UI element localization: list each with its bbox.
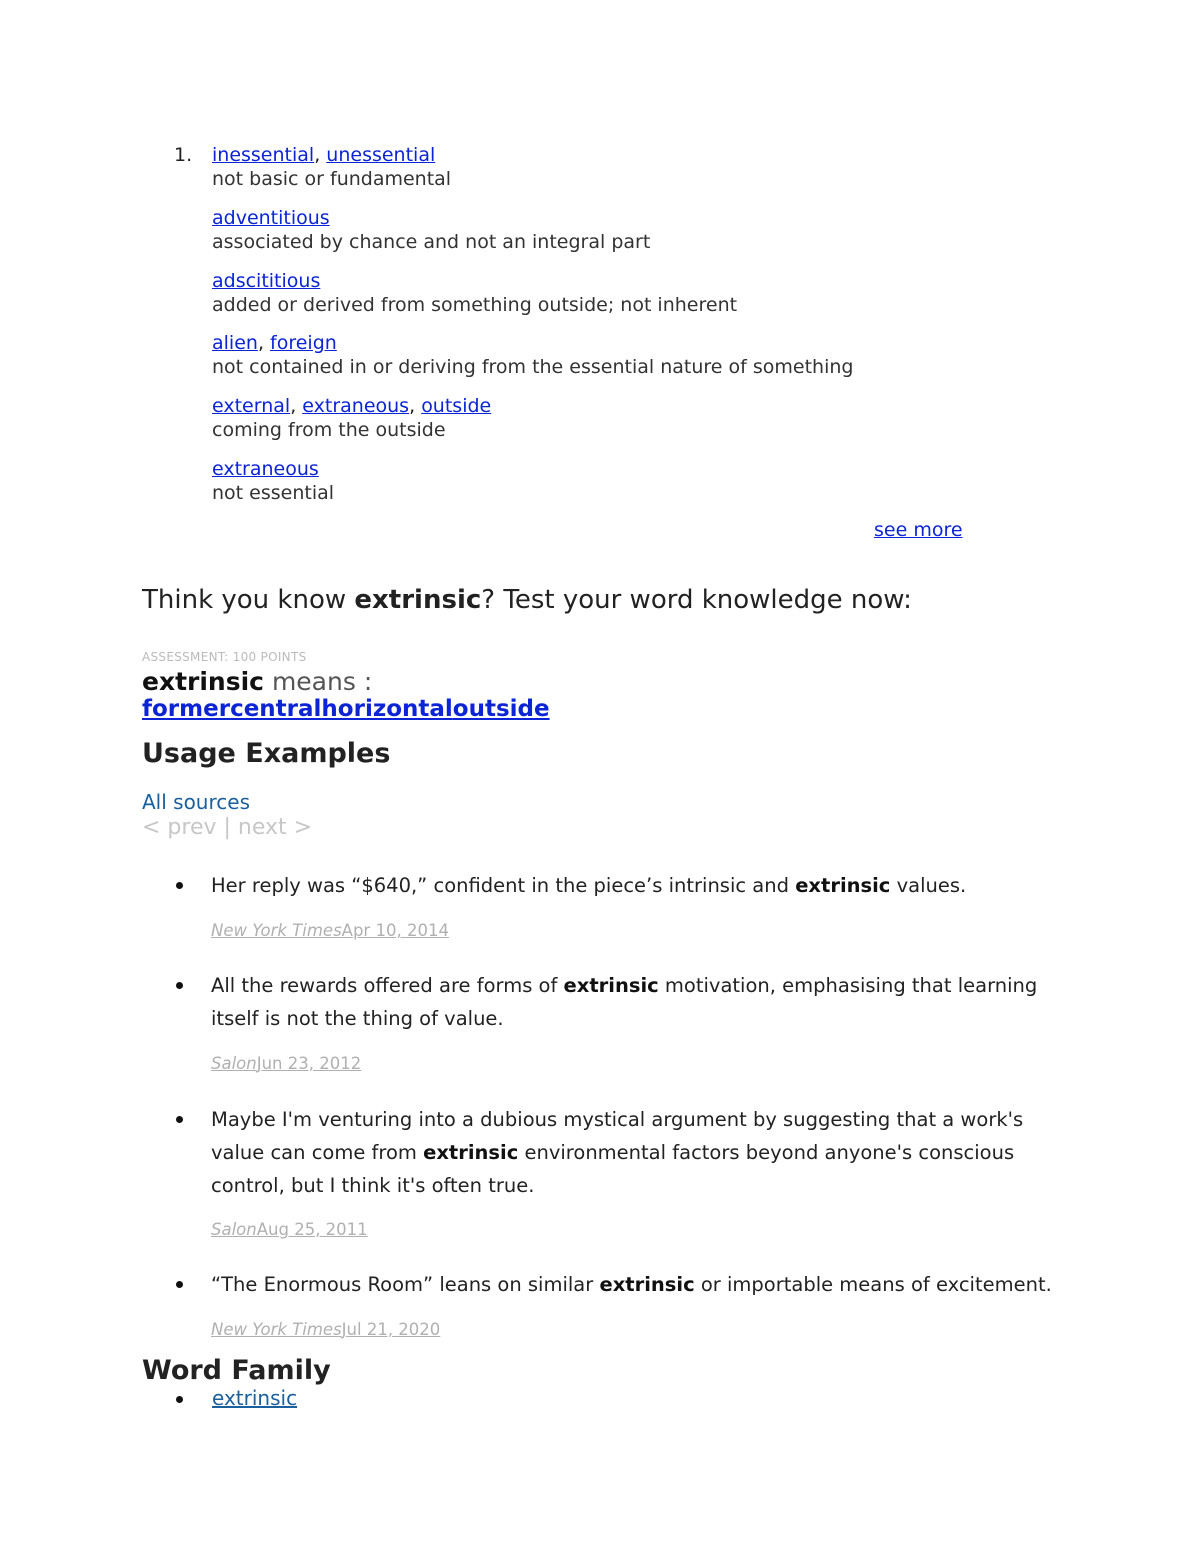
quiz-option[interactable]: outside (452, 696, 550, 722)
separator: , (409, 395, 422, 417)
synonym-group (212, 143, 451, 191)
example-text: Her reply was “$640,” confident in the piece’s intrinsic and (211, 874, 796, 897)
quiz-heading-prefix: Think you know (142, 585, 355, 615)
bullet (176, 1396, 183, 1403)
synonym-definition: coming from the outside (212, 419, 446, 441)
quiz-heading-suffix: ? Test your word knowledge now: (481, 585, 912, 615)
citation-source: New York Times (211, 1320, 342, 1339)
separator: , (314, 144, 327, 166)
synonym-definition: not basic or fundamental (212, 168, 452, 190)
usage-example (211, 969, 1071, 1035)
example-text: environmental factors beyond anyone's conscious control, but I think it's often true. (211, 1141, 1015, 1197)
separator: , (290, 395, 303, 417)
example-text: or importable means of excitement. (694, 1273, 1052, 1296)
synonym-definition: not essential (212, 482, 335, 504)
synonym-link[interactable]: external (212, 395, 291, 417)
word-family-link[interactable]: extrinsic (212, 1386, 298, 1410)
citation-source: Salon (211, 1054, 257, 1073)
usage-example (211, 869, 1071, 902)
synonym-group (212, 206, 650, 254)
quiz-option[interactable]: central (230, 696, 322, 722)
list-number: 1. (174, 144, 193, 166)
quiz-question (142, 667, 372, 696)
synonym-link[interactable]: foreign (270, 332, 337, 354)
see-more-link[interactable]: see more (874, 519, 963, 541)
synonym-link[interactable]: inessential (212, 144, 315, 166)
example-keyword: extrinsic (599, 1273, 695, 1296)
example-text: values. (890, 874, 967, 897)
example-text: Maybe I'm venturing into a dubious mystical argument by suggesting that a work's value can come from (211, 1108, 1024, 1164)
synonym-link[interactable]: extraneous (302, 395, 410, 417)
synonym-definition: associated by chance and not an integral part (212, 231, 651, 253)
citation-date: Aug 25, 2011 (256, 1220, 368, 1239)
synonym-link[interactable]: unessential (326, 144, 436, 166)
usage-example (211, 1103, 1071, 1202)
quiz-heading-word: extrinsic (354, 585, 482, 615)
synonym-definition: added or derived from something outside; not inherent (212, 294, 738, 316)
synonym-group (212, 331, 853, 379)
bullet (176, 982, 183, 989)
bullet (176, 1281, 183, 1288)
example-citation[interactable] (211, 1054, 361, 1073)
example-text: All the rewards offered are forms of (211, 974, 564, 997)
synonym-link[interactable]: adventitious (212, 207, 330, 229)
bullet (176, 1116, 183, 1123)
synonym-definition: not contained in or deriving from the essential nature of something (212, 356, 854, 378)
synonym-link[interactable]: outside (421, 395, 492, 417)
citation-date: Jul 21, 2020 (341, 1320, 441, 1339)
citation-source: Salon (211, 1220, 257, 1239)
quiz-options (142, 696, 550, 722)
quiz-question-word: extrinsic (142, 667, 264, 696)
quiz-heading (142, 585, 912, 615)
synonym-group (212, 269, 737, 317)
usage-example (211, 1268, 1071, 1301)
synonym-link[interactable]: alien (212, 332, 258, 354)
bullet (176, 882, 183, 889)
quiz-option[interactable]: former (142, 696, 231, 722)
quiz-question-text: means : (264, 667, 373, 696)
example-keyword: extrinsic (423, 1141, 519, 1164)
example-text: “The Enormous Room” leans on similar (211, 1273, 600, 1296)
citation-date: Apr 10, 2014 (341, 921, 449, 940)
citation-date: Jun 23, 2012 (256, 1054, 362, 1073)
separator: , (257, 332, 271, 354)
synonym-group (212, 457, 334, 505)
example-keyword: extrinsic (563, 974, 659, 997)
quiz-option[interactable]: horizontal (321, 696, 453, 722)
synonym-link[interactable]: extraneous (212, 458, 319, 480)
example-citation[interactable] (211, 1320, 440, 1339)
example-keyword: extrinsic (795, 874, 891, 897)
example-citation[interactable] (211, 1220, 368, 1239)
synonym-group (212, 394, 491, 442)
synonym-link[interactable]: adscititious (212, 270, 321, 292)
usage-heading: Usage Examples (142, 738, 391, 769)
word-family-heading: Word Family (142, 1355, 331, 1386)
example-citation[interactable] (211, 921, 449, 940)
all-sources-filter[interactable]: All sources (142, 790, 250, 814)
word-family-item (212, 1386, 297, 1410)
example-text: motivation, emphasising that learning itself is not the thing of value. (211, 974, 1038, 1030)
assessment-label: ASSESSMENT: 100 POINTS (142, 650, 307, 664)
citation-source: New York Times (211, 921, 342, 940)
prev-next-nav[interactable]: < prev | next > (142, 815, 313, 840)
